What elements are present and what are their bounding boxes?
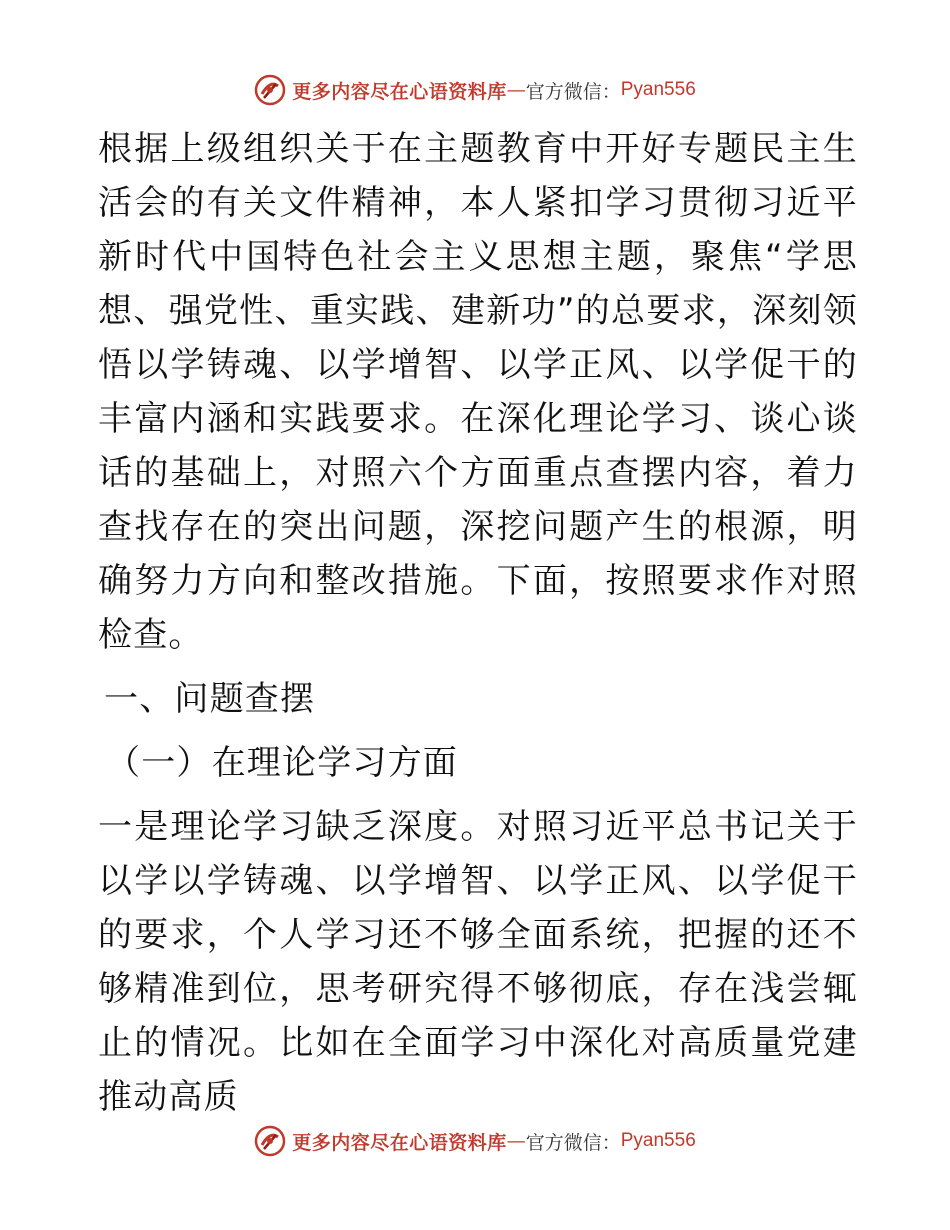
intro-paragraph: 根据上级组织关于在主题教育中开好专题民主生活会的有关文件精神，本人紧扣学习贯彻习近平新时代中国特色社会主义思想主题，聚焦“学思想、强党性、重实践、建新功”的总要求，深刻领悟以学铸魂、以学增智、以学正风、以学促干的丰富内涵和实践要求。在深化理论学习、谈心谈话的基础上，对照六个方面重点查摆内容，着力查找存在的突出问题，深挖问题产生的根源，明确努力方向和整改措施。下面，按照要求作对照检查。	[98, 129, 858, 655]
brand-text: 更多内容尽在心语资料库	[292, 80, 507, 103]
section-heading: 一、问题查摆	[104, 679, 316, 719]
wechat-account: Pyan556	[620, 1130, 696, 1151]
document-body	[98, 122, 858, 1124]
red-scroll-logo-icon	[254, 1125, 286, 1157]
red-scroll-logo-icon	[254, 74, 286, 106]
banner-separator: —	[506, 1130, 526, 1152]
footer-watermark-banner	[0, 1121, 950, 1161]
header-watermark-banner	[0, 70, 950, 110]
wechat-account: Pyan556	[620, 79, 696, 100]
wechat-label: 官方微信：	[525, 1131, 621, 1154]
wechat-label: 官方微信：	[525, 80, 621, 103]
banner-separator: —	[506, 79, 526, 101]
body-paragraph: 一是理论学习缺乏深度。对照习近平总书记关于以学以学铸魂、以学增智、以学正风、以学促干的要求，个人学习还不够全面系统，把握的还不够精准到位，思考研究得不够彻底，存在浅尝辄止的情况。比如在全面学习中深化对高质量党建推动高质	[98, 807, 858, 1117]
brand-text: 更多内容尽在心语资料库	[292, 1131, 507, 1154]
subsection-heading: （一）在理论学习方面	[106, 743, 458, 783]
